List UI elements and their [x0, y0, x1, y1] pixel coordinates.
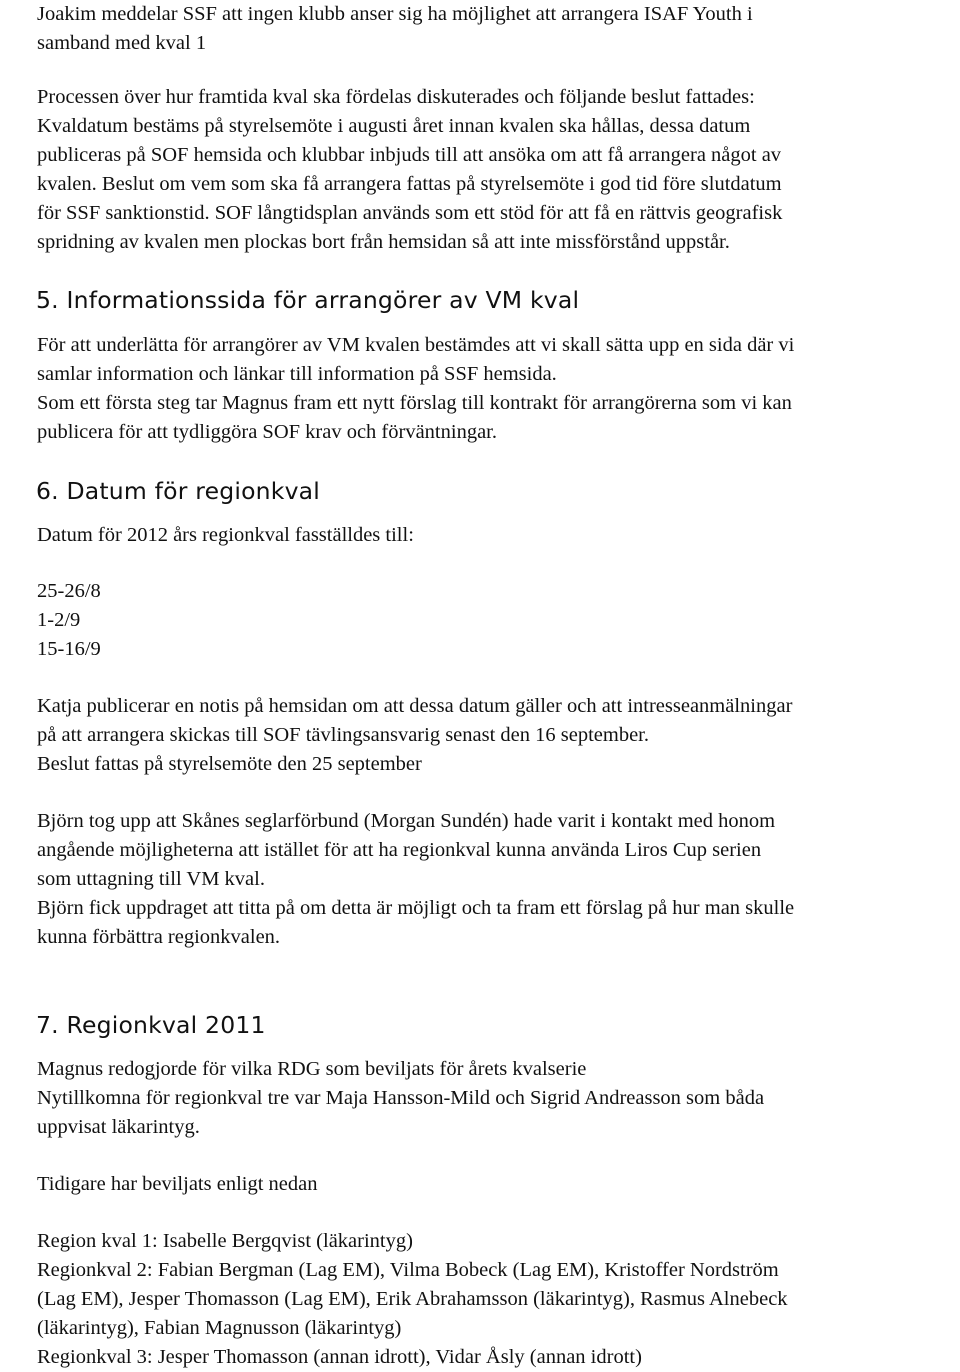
list-item: 15-16/9 [37, 638, 101, 660]
previous-granted-label: Tidigare har beviljats enligt nedan [37, 1173, 318, 1195]
text-line: kvalen. Beslut om vem som ska få arrangera fattas på styrelsemöte i god tid före slutdatum [37, 173, 782, 195]
text-line: (läkarintyg), Fabian Magnusson (läkarintyg) [37, 1317, 402, 1339]
section-6-heading: 6. Datum för regionkval [36, 477, 321, 505]
text-line: kunna förbättra regionkvalen. [37, 926, 281, 948]
text-line: som uttagning till VM kval. [37, 868, 265, 890]
bjorn-paragraph [37, 807, 794, 952]
section-7-heading: 7. Regionkval 2011 [36, 1011, 266, 1039]
text-line: för SSF sanktionstid. SOF långtidsplan används som ett stöd för att få en rättvis geografisk [37, 202, 783, 224]
text-line: Katja publicerar en notis på hemsidan om att dessa datum gäller och att intresseanmälningar [37, 695, 793, 717]
process-paragraph [37, 83, 782, 257]
text-line: Magnus redogjorde för vilka RDG som beviljats för årets kvalserie [37, 1058, 587, 1080]
section-6-intro: Datum för 2012 års regionkval fasställdes till: [37, 524, 414, 546]
section-5-body [37, 331, 794, 447]
text-line: Processen över hur framtida kval ska fördelas diskuterades och följande beslut fattades: [37, 86, 755, 108]
text-line: spridning av kvalen men plockas bort från hemsidan så att inte missförstånd uppstår. [37, 231, 730, 253]
text-line: Som ett första steg tar Magnus fram ett nytt förslag till kontrakt för arrangörerna som vi kan [37, 392, 792, 414]
text-line: För att underlätta för arrangörer av VM kvalen bestämdes att vi skall sätta upp en sida där vi [37, 334, 795, 356]
text-line: angående möjligheterna att istället för att ha regionkval kunna använda Liros Cup serien [37, 839, 762, 861]
text-line: Regionkval 3: Jesper Thomasson (annan idrott), Vidar Åsly (annan idrott) [37, 1346, 642, 1368]
text-line: uppvisat läkarintyg. [37, 1116, 200, 1138]
text-line: publiceras på SOF hemsida och klubbar inbjuds till att ansöka om att få arrangera något av [37, 144, 782, 166]
text-line: på att arrangera skickas till SOF tävlingsansvarig senast den 16 september. [37, 724, 649, 746]
region-list [37, 1227, 788, 1372]
text-line: Björn fick uppdraget att titta på om detta är möjligt och ta fram ett förslag på hur man skulle [37, 897, 795, 919]
text-line: Regionkval 2: Fabian Bergman (Lag EM), Vilma Bobeck (Lag EM), Kristoffer Nordström [37, 1259, 779, 1281]
text-line: Björn tog upp att Skånes seglarförbund (Morgan Sundén) hade varit i kontakt med honom [37, 810, 776, 832]
text-line: samlar information och länkar till information på SSF hemsida. [37, 363, 557, 385]
text-line: samband med kval 1 [37, 32, 207, 54]
text-line: Region kval 1: Isabelle Bergqvist (läkarintyg) [37, 1230, 413, 1252]
section-7-body [37, 1055, 764, 1142]
text-line: (Lag EM), Jesper Thomasson (Lag EM), Erik Abrahamsson (läkarintyg), Rasmus Alnebeck [37, 1288, 788, 1310]
section-5-heading: 5. Informationssida för arrangörer av VM kval [36, 286, 580, 314]
joakim-paragraph [37, 0, 753, 58]
dates-list [37, 577, 101, 664]
text-line: Beslut fattas på styrelsemöte den 25 september [37, 753, 422, 775]
text-line: Joakim meddelar SSF att ingen klubb anser sig ha möjlighet att arrangera ISAF Youth i [37, 3, 753, 25]
text-line: publicera för att tydliggöra SOF krav och förväntningar. [37, 421, 497, 443]
text-line: Nytillkomna för regionkval tre var Maja Hansson-Mild och Sigrid Andreasson som båda [37, 1087, 765, 1109]
text-line: Kvaldatum bestäms på styrelsemöte i augusti året innan kvalen ska hållas, dessa datum [37, 115, 751, 137]
list-item: 25-26/8 [37, 580, 101, 602]
katja-paragraph [37, 692, 792, 779]
list-item: 1-2/9 [37, 609, 81, 631]
